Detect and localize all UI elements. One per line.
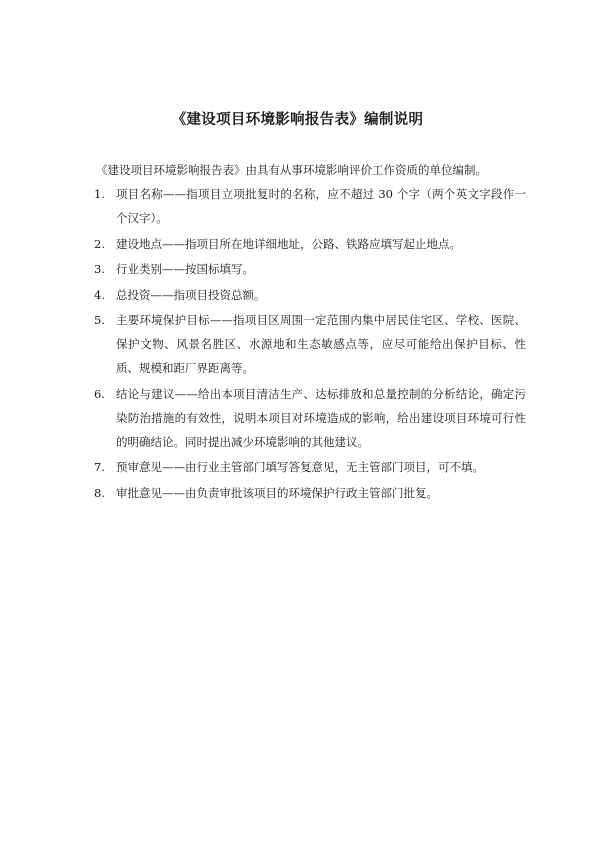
list-item xyxy=(94,257,526,281)
item-text: 行业类别——按国标填写。 xyxy=(116,262,254,276)
list-item xyxy=(94,455,526,479)
list-item xyxy=(94,481,526,505)
item-text: 结论与建议——给出本项目清洁生产、达标排放和总量控制的分析结论，确定污染防治措施的有效性，说明本项目对环境造成的影响，给出建设项目环境可行性的明确结论。同时提出减少环境影响的其他建议。 xyxy=(116,386,526,449)
list-item xyxy=(94,232,526,256)
intro-paragraph: 《建设项目环境影响报告表》由具有从事环境影响评价工作资质的单位编制。 xyxy=(96,163,487,177)
item-text: 总投资——指项目投资总额。 xyxy=(116,287,266,302)
list-item xyxy=(94,182,526,230)
instruction-list xyxy=(94,182,526,506)
item-text: 建设地点——指项目所在地详细地址，公路、铁路应填写起止地点。 xyxy=(116,236,461,251)
item-number: 3. xyxy=(94,262,105,276)
document-title: 《建设项目环境影响报告表》编制说明 xyxy=(171,112,424,128)
item-text: 审批意见——由负责审批该项目的环境保护行政主管部门批复。 xyxy=(116,485,438,500)
item-number: 1. xyxy=(94,187,105,201)
item-text: 项目名称——指项目立项批复时的名称，应不超过 30 个字（两个英文字段作一个汉字）。 xyxy=(116,187,526,225)
item-number: 8. xyxy=(94,485,105,500)
item-text: 预审意见——由行业主管部门填写答复意见，无主管部门项目，可不填。 xyxy=(116,460,484,474)
item-number: 6. xyxy=(94,386,105,401)
item-text: 主要环境保护目标——指项目区周围一定范围内集中居民住宅区、学校、医院、保护文物、风景名胜区、水源地和生态敏感点等，应尽可能给出保护目标、性质、规模和距厂界距离等。 xyxy=(116,313,526,375)
item-number: 2. xyxy=(94,236,105,251)
item-number: 5. xyxy=(94,313,105,327)
item-number: 4. xyxy=(94,287,105,302)
item-number: 7. xyxy=(94,460,105,474)
list-item xyxy=(94,382,526,454)
list-item xyxy=(94,283,526,307)
list-item xyxy=(94,308,526,380)
